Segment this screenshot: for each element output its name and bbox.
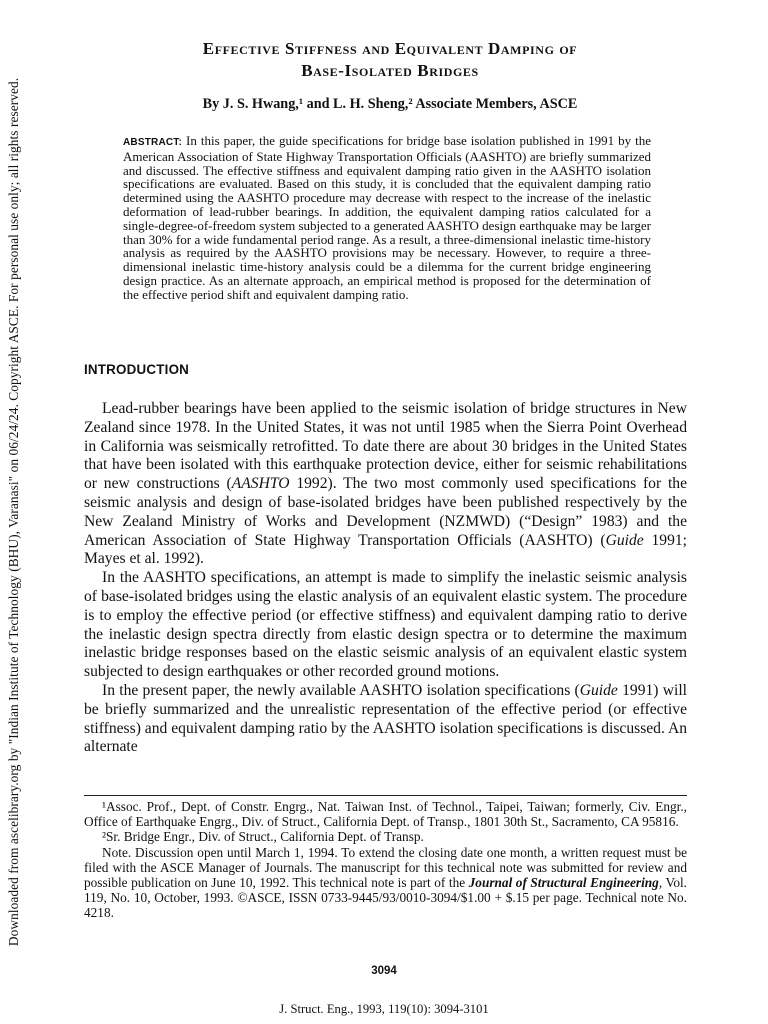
footnotes (84, 799, 687, 921)
p1-text-b: 1992). The two most commonly used specifications for the seismic analysis and design of base-isolated bridges have been published respectively by the New Zealand Ministry of Works and Development (NZMWD) (“Design” 1983) and the American Association of State Highway Transportation Officials (AASHTO) ( (84, 475, 688, 549)
discussion-note (84, 845, 687, 921)
note-text-a: Note. Discussion open until March 1, 1994. To extend the closing date one month, a written request must be filed with the ASCE Manager of Journals. The manuscript for this technical note was submitted for review and possible publication on June 10, 1992. This technical note is part of the (84, 844, 687, 891)
footnote-2: ²Sr. Bridge Engr., Div. of Struct., California Dept. of Transp. (102, 829, 424, 845)
title-line-2: Base-Isolated Bridges (301, 61, 479, 80)
body-text (84, 400, 687, 757)
footnote-1: ¹Assoc. Prof., Dept. of Constr. Engrg., Nat. Taiwan Inst. of Technol., Taipei, Taiwan; formerly, Civ. Engr., Office of Earthquake Engrg., Div. of Struct., California Dept. of Transp., 1801 30th St., Sacramento, CA 95816. (84, 799, 687, 830)
p1-citation-1: AASHTO (231, 475, 290, 493)
journal-name: Journal of Structural Engineering (468, 875, 659, 891)
download-notice: Downloaded from ascelibrary.org by "Indian Institute of Technology (BHU), Varanasi" on 06/24/24. Copyright ASCE. For personal use only; all rights reserved. (6, 77, 21, 947)
page-number: 3094 (371, 965, 397, 977)
abstract-text: In this paper, the guide specifications for bridge base isolation published in 1991 by the American Association of State Highway Transportation Officials (AASHTO) are briefly summarized and discussed. The effective stiffness and equivalent damping ratio given in the AASHTO isolation specifications are evaluated. Based on this study, it is concluded that the equivalent damping ratio determined using the AASHTO procedure may decrease with respect to the increase of the inelastic deformation of lead-rubber bearings. In addition, the equivalent damping ratios calculated for a single-degree-of-freedom system subjected to a generated AASHTO design earthquake may be larger than 30% for a wide fundamental period range. As a result, a three-dimensional inelastic time-history analysis as required by the AASHTO provisions may be necessary. However, to require a three-dimensional inelastic time-history analysis could be a dilemma for the current bridge engineering design practice. As an alternate approach, an empirical method is proposed for the determination of the effective period shift and equivalent damping ratio. (123, 133, 651, 302)
paragraph-3 (84, 682, 687, 757)
authors: By J. S. Hwang,¹ and L. H. Sheng,² Associate Members, ASCE (202, 96, 578, 112)
abstract-label: ABSTRACT: (123, 137, 183, 148)
p3-text-b: 1991) will be briefly summarized and the unrealistic representation of the effective period (or effective stiffness) and equivalent damping ratio by the AASHTO isolation specifications is discussed. An alternate (84, 681, 687, 756)
p3-text-a: In the present paper, the newly available AASHTO isolation specifications ( (102, 681, 580, 699)
note-text-b: , Vol. 119, No. 10, October, 1993. ©ASCE, ISSN 0733-9445/93/0010-3094/$1.00 + $.15 per page. Technical note No. 4218. (84, 875, 687, 921)
p1-text-a: Lead-rubber bearings have been applied to the seismic isolation of bridge structures in New Zealand since 1978. In the United States, it was not until 1985 when the Sierra Point Overhead in California was seismically retrofitted. To date there are about 30 bridges in the United States that have been isolated with this earthquake protection device, either for seismic rehabilitations or new constructions ( (84, 400, 687, 493)
paragraph-2: In the AASHTO specifications, an attempt is made to simplify the inelastic seismic analysis of base-isolated bridges using the elastic analysis of an equivalent elastic system. The procedure is to employ the effective period (or effective stiffness) and equivalent damping ratio to derive the inelastic design spectra directly from elastic design spectra or to determine the maximum inelastic bridge responses based on the elastic seismic analysis of an equivalent elastic system subjected to design earthquakes or other recorded ground motions. (84, 569, 687, 681)
abstract (123, 134, 651, 302)
title-line-1: Effective Stiffness and Equivalent Damping of (202, 39, 578, 58)
footnote-divider (84, 795, 687, 796)
section-heading: INTRODUCTION (84, 362, 190, 377)
journal-citation: J. Struct. Eng., 1993, 119(10): 3094-3101 (279, 1002, 489, 1016)
paper-title (90, 38, 690, 82)
p1-text-c: 1991; Mayes et al. 1992). (84, 531, 688, 568)
paragraph-1 (84, 400, 687, 569)
p3-citation: Guide (579, 681, 618, 699)
p1-citation-2: Guide (605, 531, 644, 549)
download-notice-sidebar (0, 0, 28, 1024)
